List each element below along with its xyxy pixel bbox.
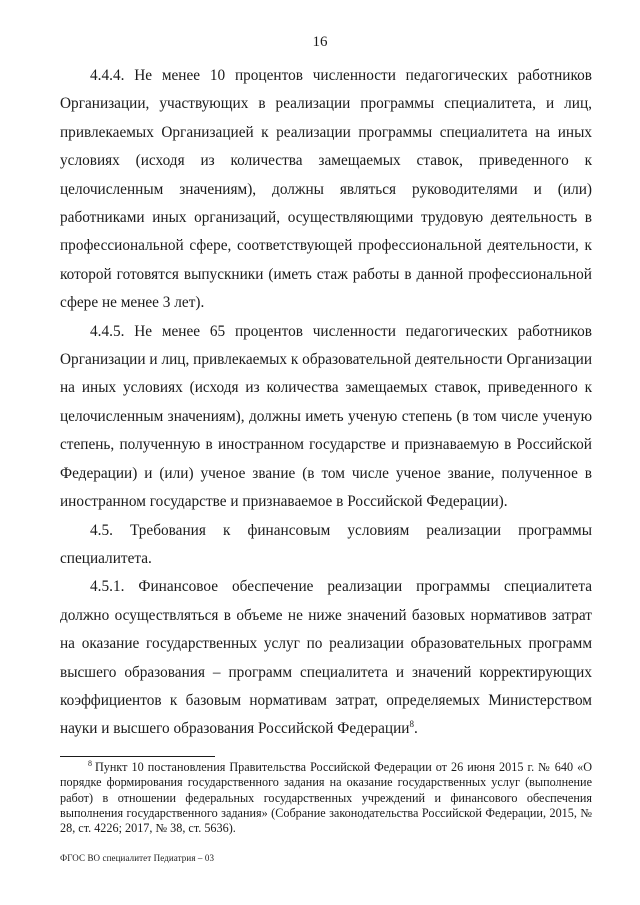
document-body — [60, 62, 592, 744]
paragraph-4-4-5: 4.4.5. Не менее 65 процентов численности педагогических работников Организации и лиц, привлекаемых к образовательной деятельности Организации на иных условиях (исходя из количества замещаемых ставок, приведенного к целочисленным значениям), должны иметь ученую степень (в том числе ученую степень, полученную в иностранном государстве и признаваемую в Российской Федерации) и (или) ученое звание (в том числе ученое звание, полученное в иностранном государстве и признаваемое в Российской Федерации). — [60, 322, 592, 511]
footnote-number: 8 — [88, 758, 92, 768]
paragraph-4-5-1-end: . — [414, 720, 418, 738]
footnote-divider — [60, 756, 215, 757]
page-number: 16 — [312, 34, 328, 50]
footnote — [60, 760, 592, 836]
paragraph-4-5: 4.5. Требования к финансовым условиям реализации программы специалитета. — [60, 521, 592, 567]
footnote-reference[interactable]: 8 — [409, 719, 414, 730]
paragraph-4-5-1 — [60, 573, 592, 743]
paragraph-4-4-4: 4.4.4. Не менее 10 процентов численности педагогических работников Организации, участвующих в реализации программы специалитета, и лиц, привлекаемых Организацией к реализации программы специалитета на иных условиях (исходя из количества замещаемых ставок, приведенного к целочисленным значениям), должны являться руководителями и (или) работниками иных организаций, осуществляющими трудовую деятельность в профессиональной сфере, соответствующей профессиональной деятельности, к которой готовятся выпускники (иметь стаж работы в данной профессиональной сфере не менее 3 лет). — [60, 67, 592, 312]
footnote-text: Пункт 10 постановления Правительства Российской Федерации от 26 июня 2015 г. № 640 «О порядке формирования государственного задания на оказание государственных услуг (выполнение работ) в отношении федеральных государственных учреждений и финансового обеспечения выполнения государственного задания» (Собрание законодательства Российской Федерации, 2015, № 28, ст. 4226; 2017, № 38, ст. 5636). — [60, 760, 592, 836]
paragraph-4-5-1-text: 4.5.1. Финансовое обеспечение реализации программы специалитета должно осуществляться в объеме не ниже значений базовых нормативов затрат на оказание государственных услуг по реализации образовательных программ высшего образования – программ специалитета и значений корректирующих коэффициентов к базовым нормативам затрат, определяемых Министерством науки и высшего образования Российской Федерации — [60, 578, 592, 738]
page-footer: ФГОС ВО специалитет Педиатрия – 03 — [60, 853, 215, 863]
